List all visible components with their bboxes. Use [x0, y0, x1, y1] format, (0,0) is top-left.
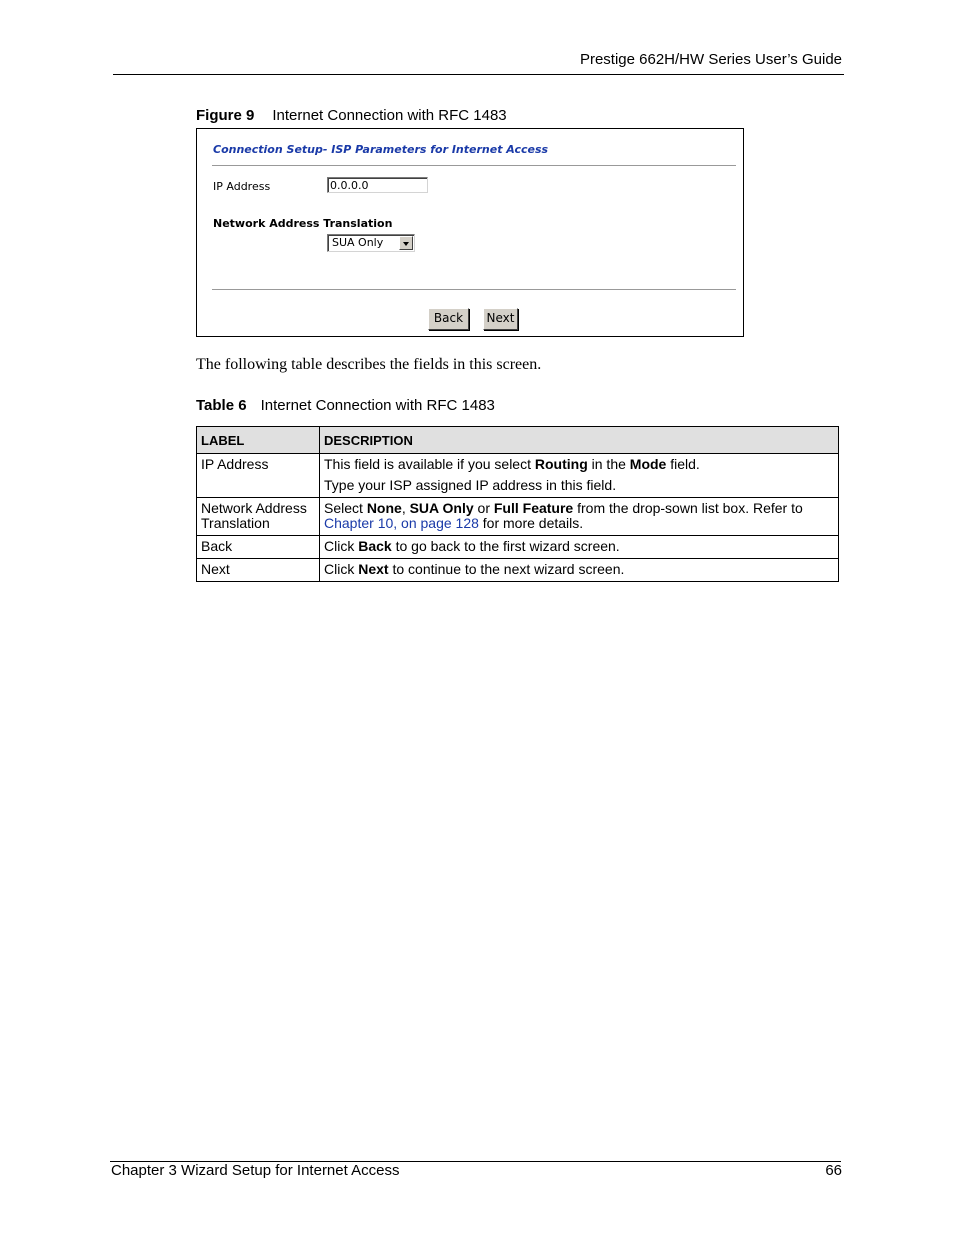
row-description: [320, 498, 839, 536]
body-paragraph: The following table describes the fields in this screen.: [196, 356, 542, 373]
text-run: Click: [324, 561, 359, 577]
table-caption-text: Internet Connection with RFC 1483: [260, 397, 495, 414]
nat-select[interactable]: [327, 234, 415, 252]
figure-caption: [196, 107, 507, 124]
description-line: [324, 457, 834, 472]
bold-term: SUA Only: [409, 500, 474, 516]
text-run: Select: [324, 500, 367, 516]
bold-term: Next: [358, 561, 389, 577]
text-run: Click: [324, 538, 359, 554]
running-header-title: Prestige 662H/HW Series User’s Guide: [579, 51, 842, 68]
figure-screenshot: [196, 128, 744, 337]
text-run: or: [473, 500, 494, 516]
top-divider: [212, 165, 736, 167]
description-line: Type your ISP assigned IP address in this field.: [324, 477, 617, 493]
chapter-link[interactable]: Chapter 10, on page 128: [324, 515, 479, 531]
nat-select-value: SUA Only: [332, 236, 384, 249]
back-button[interactable]: Back: [428, 308, 469, 330]
dropdown-button[interactable]: [399, 236, 413, 250]
row-description: [320, 559, 839, 582]
table-header-row: [197, 427, 839, 454]
figure-caption-label: Figure 9: [196, 107, 255, 124]
bold-term: Full Feature: [493, 500, 574, 516]
table-row: [197, 536, 839, 559]
row-description: [320, 536, 839, 559]
row-label: [197, 498, 320, 536]
text-run: to continue to the next wizard screen.: [388, 561, 625, 577]
table-caption-label: Table 6: [196, 397, 247, 414]
field-description-table: [196, 426, 839, 582]
row-label: Back: [197, 536, 320, 559]
column-header-description: DESCRIPTION: [320, 427, 839, 454]
row-label: IP Address: [197, 454, 320, 498]
text-run: ,: [401, 500, 410, 516]
label-line: Network Address: [201, 500, 307, 516]
label-line: Translation: [201, 515, 270, 531]
table-row: [197, 454, 839, 498]
table-row: [197, 559, 839, 582]
footer-chapter: Chapter 3 Wizard Setup for Internet Access: [111, 1162, 400, 1179]
next-button[interactable]: Next: [483, 308, 518, 330]
text-run: This field is available if you select: [324, 456, 535, 472]
bold-term: Routing: [534, 456, 588, 472]
bold-term: Mode: [629, 456, 667, 472]
chevron-down-icon: [403, 242, 409, 246]
text-run: from the drop-sown list box. Refer to: [573, 500, 803, 516]
text-run: field.: [666, 456, 700, 472]
page-number: 66: [825, 1162, 842, 1179]
bold-term: Back: [358, 538, 392, 554]
table-row: [197, 498, 839, 536]
header-rule: [113, 74, 844, 75]
ip-address-input[interactable]: [327, 177, 428, 193]
text-run: for more details.: [478, 515, 584, 531]
column-header-label: LABEL: [197, 427, 320, 454]
text-run: to go back to the first wizard screen.: [391, 538, 620, 554]
text-run: in the: [587, 456, 630, 472]
screen-title: Connection Setup- ISP Parameters for Internet Access: [213, 143, 549, 156]
row-label: Next: [197, 559, 320, 582]
bold-term: None: [366, 500, 402, 516]
nat-label: Network Address Translation: [213, 217, 393, 230]
ip-address-label: IP Address: [213, 180, 271, 193]
table-caption: [196, 397, 495, 414]
row-description: [320, 454, 839, 498]
bottom-divider: [212, 289, 736, 291]
figure-caption-text: Internet Connection with RFC 1483: [272, 107, 507, 124]
